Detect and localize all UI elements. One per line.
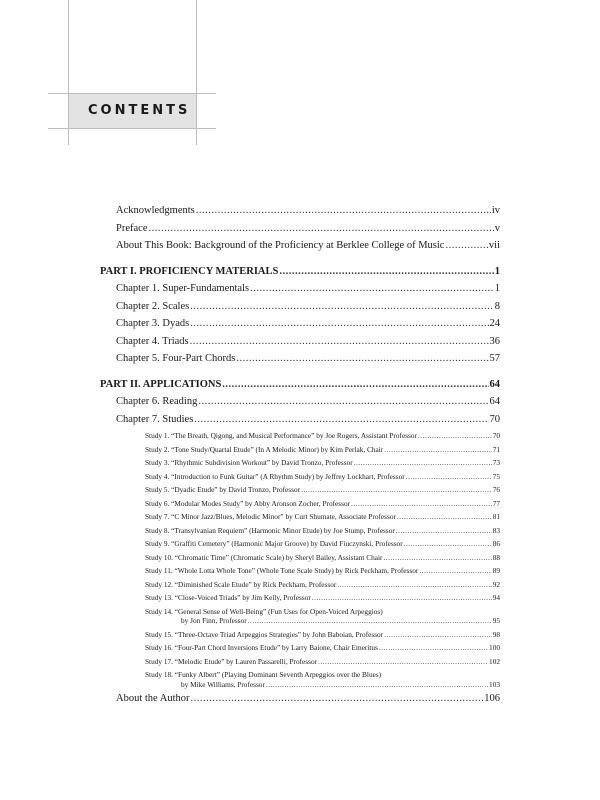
toc-entry-about-the-author[interactable] <box>116 693 500 711</box>
toc-study-page: 73 <box>492 458 500 467</box>
dot-leader <box>445 240 487 251</box>
toc-entry-about-this-book[interactable] <box>116 240 500 258</box>
dot-leader <box>396 526 492 535</box>
toc-part-2[interactable] <box>100 379 500 397</box>
toc-study-page: 102 <box>489 656 500 666</box>
dot-leader <box>236 353 488 364</box>
toc-study-page: 100 <box>489 643 500 652</box>
dot-leader <box>248 616 492 626</box>
toc-study-title: Study 17. “Melodic Etude” by Lauren Passarelli, Professor <box>145 656 318 666</box>
toc-study-10[interactable] <box>145 553 500 567</box>
toc-chapter-3[interactable] <box>116 318 500 336</box>
dot-leader <box>354 458 492 467</box>
toc-study-page: 103 <box>489 679 500 689</box>
toc-chapter-1[interactable] <box>116 283 500 301</box>
toc-study-page: 86 <box>492 539 500 548</box>
dot-leader <box>419 566 491 575</box>
toc-part-1[interactable] <box>100 266 500 284</box>
toc-part-page: 1 <box>494 265 500 277</box>
dot-leader <box>418 431 492 440</box>
toc-study-16[interactable] <box>145 643 500 657</box>
dot-leader <box>384 630 492 639</box>
toc-entry-title: Chapter 6. Reading <box>116 396 198 407</box>
toc-entry-page: 106 <box>484 693 500 704</box>
decorative-horizontal-rule-bottom <box>48 128 216 129</box>
toc-study-17[interactable] <box>145 657 500 671</box>
toc-study-page: 88 <box>492 552 500 562</box>
toc-entry-title: About This Book: Background of the Proficiency at Berklee College of Music <box>116 240 445 251</box>
toc-study-title: Study 10. “Chromatic Time” (Chromatic Scale) by Sheryl Bailey, Assistant Chair <box>145 552 383 562</box>
toc-study-7[interactable] <box>145 512 500 526</box>
toc-entry-title: Chapter 4. Triads <box>116 335 189 347</box>
toc-study-6[interactable] <box>145 499 500 513</box>
toc-study-14[interactable] <box>145 607 500 626</box>
toc-study-3[interactable] <box>145 458 500 472</box>
toc-entry-page: 8 <box>494 300 500 312</box>
toc-study-title-line2: by Mike Williams, Professor <box>181 679 265 689</box>
toc-entry-acknowledgments[interactable] <box>116 205 500 223</box>
toc-study-title: Study 15. “Three-Octave Triad Arpeggios Strategies” by John Baboian, Professor <box>145 629 384 639</box>
toc-study-page: 75 <box>492 471 500 481</box>
toc-entry-title: Chapter 7. Studies <box>116 413 194 425</box>
toc-study-page: 89 <box>492 566 500 575</box>
dot-leader <box>198 396 488 407</box>
dot-leader <box>196 205 491 216</box>
toc-study-title: Study 6. “Modular Modes Study” by Abby Aronson Zocher, Professor <box>145 498 351 508</box>
dot-leader <box>406 472 492 481</box>
dot-leader <box>337 580 491 589</box>
toc-study-13[interactable] <box>145 593 500 607</box>
toc-study-page: 98 <box>492 629 500 639</box>
dot-leader <box>222 379 488 390</box>
dot-leader <box>279 266 493 277</box>
decorative-vertical-rule-right <box>196 0 197 145</box>
toc-entry-title: About the Author <box>116 693 190 704</box>
toc-chapter-4[interactable] <box>116 336 500 354</box>
toc-study-title: Study 8. “Transylvanian Requiem” (Harmonic Minor Etude) by Joe Stump, Professor <box>145 525 395 535</box>
toc-entry-title: Chapter 1. Super-Fundamentals <box>116 283 250 294</box>
toc-study-page: 71 <box>492 444 500 454</box>
dot-leader <box>301 485 492 494</box>
toc-study-page: 77 <box>492 498 500 508</box>
dot-leader <box>191 693 484 704</box>
dot-leader <box>318 657 488 666</box>
dot-leader <box>383 553 491 562</box>
toc-study-title: Study 1. “The Breath, Qigong, and Musical Performance” by Joe Rogers, Assistant Professor <box>145 431 417 440</box>
toc-study-page: 95 <box>492 616 500 625</box>
toc-study-9[interactable] <box>145 539 500 553</box>
toc-study-page: 94 <box>492 593 500 602</box>
toc-study-title: Study 12. “Diminished Scale Etude” by Rick Peckham, Professor <box>145 579 337 589</box>
toc-entry-page: vii <box>488 240 500 251</box>
toc-entry-page: 70 <box>489 413 500 425</box>
toc-study-12[interactable] <box>145 580 500 594</box>
toc-study-8[interactable] <box>145 526 500 540</box>
toc-study-15[interactable] <box>145 630 500 644</box>
dot-leader <box>190 318 488 329</box>
toc-part-title: PART I. PROFICIENCY MATERIALS <box>100 265 279 277</box>
toc-entry-title: Chapter 5. Four-Part Chords <box>116 353 236 364</box>
toc-entry-page: 64 <box>489 396 500 407</box>
dot-leader <box>397 512 492 521</box>
toc-study-title: Study 16. “Four-Part Chord Inversions Etude” by Larry Baione, Chair Emeritus <box>145 643 378 652</box>
toc-entry-page: iv <box>491 205 500 216</box>
toc-study-page: 70 <box>492 431 500 440</box>
toc-study-title: Study 4. “Introduction to Funk Guitar” (A Rhythm Study) by Jeffrey Lockhart, Professor <box>145 471 405 481</box>
toc-study-title-line1: Study 14. “General Sense of Well-Being” (Fun Uses for Open-Voiced Arpeggios) <box>145 606 383 616</box>
toc-study-title: Study 3. “Rhythmic Subdivision Workout” by David Tronzo, Professor <box>145 458 353 467</box>
dot-leader <box>351 499 492 508</box>
toc-entry-page: v <box>494 222 500 234</box>
toc-study-title-line1: Study 18. “Funky Albert” (Playing Dominant Seventh Arpeggios over the Blues) <box>145 670 382 679</box>
toc-study-5[interactable] <box>145 485 500 499</box>
dot-leader <box>190 336 489 347</box>
dot-leader <box>190 301 494 312</box>
toc-entry-page: 24 <box>489 318 500 329</box>
toc-study-title: Study 9. “Graffiti Cemetery” (Harmonic Major Groove) by David Fiuczynski, Professor <box>145 539 403 548</box>
toc-study-11[interactable] <box>145 566 500 580</box>
toc-entry-preface[interactable] <box>116 223 500 241</box>
toc-chapter-6[interactable] <box>116 396 500 414</box>
toc-entry-page: 57 <box>489 353 500 364</box>
toc-entry-page: 1 <box>494 283 500 294</box>
toc-study-title-line2: by Jon Finn, Professor <box>181 616 247 625</box>
toc-study-title: Study 2. “Tone Study/Quartal Etude” (In A Melodic Minor) by Kim Perlak, Chair <box>145 444 384 454</box>
table-of-contents <box>100 205 500 711</box>
toc-chapter-7[interactable] <box>116 414 500 432</box>
toc-entry-title: Acknowledgments <box>116 205 195 216</box>
dot-leader <box>384 445 491 454</box>
toc-study-4[interactable] <box>145 472 500 486</box>
toc-entry-title: Chapter 2. Scales <box>116 300 190 312</box>
toc-study-title: Study 5. “Dyadic Etude” by David Tronzo, Professor <box>145 485 301 494</box>
toc-study-2[interactable] <box>145 445 500 459</box>
dot-leader <box>312 593 492 602</box>
toc-entry-title: Chapter 3. Dyads <box>116 318 190 329</box>
dot-leader <box>404 539 492 548</box>
dot-leader <box>379 643 488 652</box>
toc-chapter-2[interactable] <box>116 301 500 319</box>
toc-study-page: 81 <box>492 512 500 521</box>
toc-study-page: 83 <box>492 525 500 535</box>
toc-chapter-5[interactable] <box>116 353 500 371</box>
toc-study-page: 76 <box>492 485 500 494</box>
toc-study-title: Study 7. “C Minor Jazz/Blues, Melodic Minor” by Curt Shumate, Associate Professor <box>145 512 396 521</box>
toc-study-title: Study 13. “Close-Voiced Triads” by Jim Kelly, Professor <box>145 593 311 602</box>
dot-leader <box>148 223 493 234</box>
toc-study-page: 92 <box>492 579 500 589</box>
toc-study-18[interactable] <box>145 670 500 689</box>
dot-leader <box>250 283 494 294</box>
toc-entry-page: 36 <box>489 335 500 347</box>
toc-part-page: 64 <box>489 378 500 390</box>
toc-study-1[interactable] <box>145 431 500 445</box>
toc-study-title: Study 11. “Whole Lotta Whole Tone” (Whole Tone Scale Study) by Rick Peckham, Professor <box>145 566 419 575</box>
page-title: CONTENTS <box>88 103 191 118</box>
toc-entry-title: Preface <box>116 222 148 234</box>
dot-leader <box>194 414 488 425</box>
toc-part-title: PART II. APPLICATIONS <box>100 378 222 390</box>
dot-leader <box>266 680 488 690</box>
